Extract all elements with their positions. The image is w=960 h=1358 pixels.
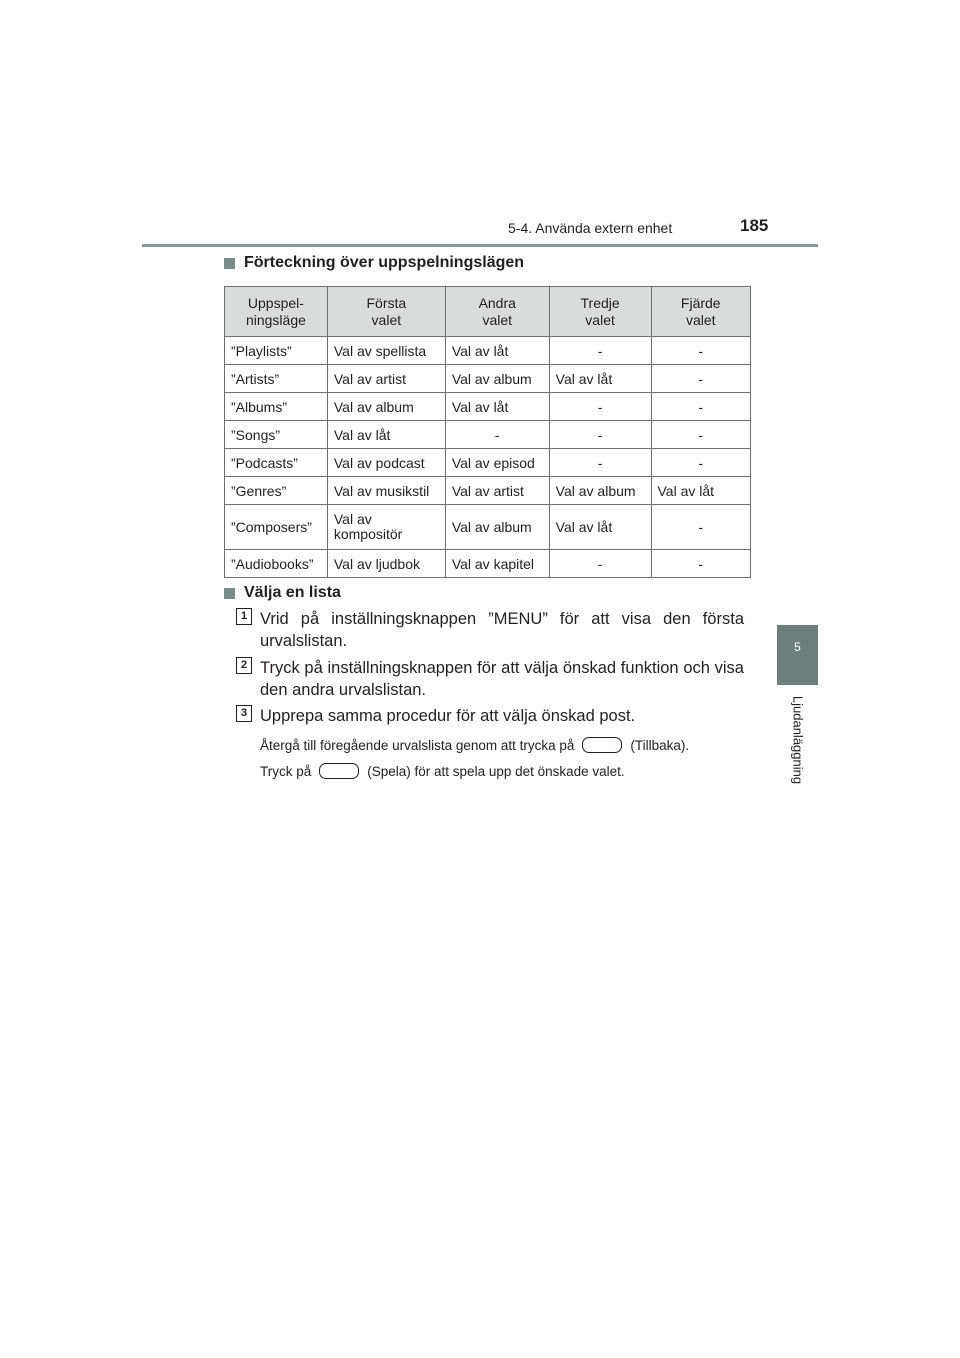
table-row — [225, 477, 751, 505]
note-text: (Tillbaka). — [630, 737, 690, 753]
heading-text: Förteckning över uppspelningslägen — [244, 254, 525, 271]
table-cell: Val av album — [549, 477, 651, 505]
table-cell: Val av podcast — [327, 449, 445, 477]
table-row — [225, 505, 751, 550]
table-row — [225, 337, 751, 365]
table-cell: Val av album — [327, 393, 445, 421]
step-text: Upprepa samma procedur för att välja önskad post. — [260, 707, 636, 725]
note-text: Tryck på — [260, 763, 312, 779]
step-number: 3 — [236, 705, 252, 722]
table-row — [225, 449, 751, 477]
table-cell: - — [651, 421, 751, 449]
column-header: Första valet — [327, 287, 445, 337]
step-text: Vrid på inställningsknappen ”MENU” för att visa den första urvalslistan. — [260, 610, 744, 650]
table-cell: ”Playlists” — [225, 337, 328, 365]
table-cell: - — [549, 449, 651, 477]
section-heading-playback-modes — [224, 254, 524, 272]
table-cell: Val av album — [445, 365, 549, 393]
column-header: Tredje valet — [549, 287, 651, 337]
table-cell: - — [549, 393, 651, 421]
note-back — [260, 737, 689, 753]
table-cell: Val av låt — [549, 365, 651, 393]
column-header: Uppspel- ningsläge — [225, 287, 328, 337]
table-cell: ”Composers” — [225, 505, 328, 550]
table-row — [225, 550, 751, 578]
section-title: 5-4. Använda extern enhet — [508, 220, 673, 236]
table-cell: ”Podcasts” — [225, 449, 328, 477]
note-play — [260, 763, 625, 779]
table-cell: ”Genres” — [225, 477, 328, 505]
table-row — [225, 365, 751, 393]
square-bullet-icon — [224, 588, 235, 599]
table-cell: Val av musikstil — [327, 477, 445, 505]
table-cell: Val av episod — [445, 449, 549, 477]
table-cell: - — [651, 550, 751, 578]
table-cell: - — [651, 393, 751, 421]
page-number: 185 — [740, 216, 769, 235]
table-cell: - — [549, 337, 651, 365]
playback-modes-table — [224, 286, 751, 578]
table-cell: ”Artists” — [225, 365, 328, 393]
table-cell: Val av låt — [445, 337, 549, 365]
table-cell: Val av artist — [445, 477, 549, 505]
table-cell: Val av låt — [327, 421, 445, 449]
chapter-label: Ljudanläggning — [790, 695, 806, 785]
step-2 — [238, 657, 744, 701]
note-text: Återgå till föregående urvalslista genom att trycka på — [260, 737, 575, 753]
table-row — [225, 393, 751, 421]
header-divider — [142, 244, 818, 247]
column-header: Andra valet — [445, 287, 549, 337]
column-header: Fjärde valet — [651, 287, 751, 337]
square-bullet-icon — [224, 258, 235, 269]
table-cell: - — [651, 365, 751, 393]
note-text: (Spela) för att spela upp det önskade valet. — [367, 763, 625, 779]
section-heading-select-list — [224, 584, 341, 602]
step-1 — [238, 608, 744, 652]
table-cell: Val av album — [445, 505, 549, 550]
heading-text: Välja en lista — [244, 584, 341, 601]
back-button-icon — [582, 737, 622, 753]
chapter-tab: 5 — [777, 625, 818, 685]
table-cell: Val av kompositör — [327, 505, 445, 550]
step-text: Tryck på inställningsknappen för att välja önskad funktion och visa den andra urvalslistan. — [260, 659, 744, 699]
table-cell: - — [445, 421, 549, 449]
table-cell: Val av kapitel — [445, 550, 549, 578]
table-cell: ”Albums” — [225, 393, 328, 421]
table-row — [225, 421, 751, 449]
table-header-row — [225, 287, 751, 337]
table-cell: Val av låt — [549, 505, 651, 550]
table-cell: - — [651, 505, 751, 550]
table-cell: Val av ljudbok — [327, 550, 445, 578]
step-number: 1 — [236, 608, 252, 625]
table-cell: ”Songs” — [225, 421, 328, 449]
table-cell: - — [549, 550, 651, 578]
table-cell: - — [651, 337, 751, 365]
table-cell: Val av spellista — [327, 337, 445, 365]
table-cell: Val av låt — [445, 393, 549, 421]
table-cell: Val av låt — [651, 477, 751, 505]
table-cell: ”Audiobooks” — [225, 550, 328, 578]
table-cell: - — [549, 421, 651, 449]
play-button-icon — [319, 763, 359, 779]
step-number: 2 — [236, 657, 252, 674]
table-cell: Val av artist — [327, 365, 445, 393]
step-3 — [238, 705, 744, 727]
table-cell: - — [651, 449, 751, 477]
